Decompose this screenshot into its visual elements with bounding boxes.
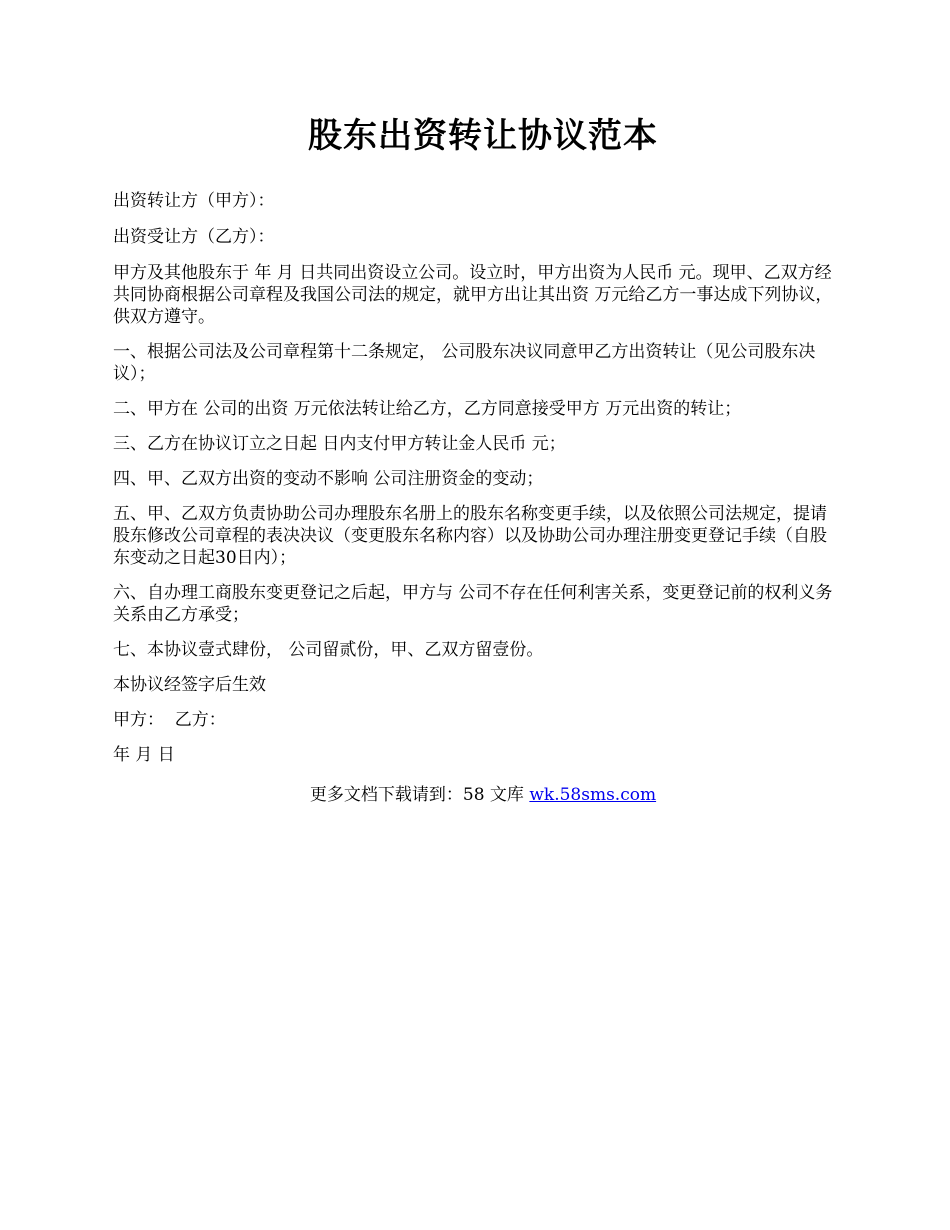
party-a-line: 出资转让方（甲方）：	[113, 191, 275, 211]
clause-1: 一、根据公司法及公司章程第十二条规定， 公司股东决议同意甲乙方出资转让（见公司股东决议）；	[113, 342, 816, 384]
clause-2: 二、甲方在 公司的出资 万元依法转让给乙方，乙方同意接受甲方 万元出资的转让；	[113, 399, 742, 419]
footer	[113, 784, 853, 806]
clause-6: 六、自办理工商股东变更登记之后起，甲方与 公司不存在任何利害关系，变更登记前的权利义务关系由乙方承受；	[113, 583, 833, 625]
effective-line: 本协议经签字后生效	[113, 675, 266, 695]
clause-7: 七、本协议壹式肆份， 公司留贰份，甲、乙双方留壹份。	[113, 640, 544, 660]
intro-paragraph: 甲方及其他股东于 年 月 日共同出资设立公司。设立时，甲方出资为人民币 元。现甲、乙双方经共同协商根据公司章程及我国公司法的规定，就甲方出让其出资 万元给乙方一事达成下列协议，供双方遵守。	[113, 263, 833, 327]
date-line: 年 月 日	[113, 745, 175, 765]
footer-link[interactable]: wk.58sms.com	[529, 785, 657, 805]
document-title: 股东出资转让协议范本	[308, 116, 658, 156]
footer-text: 更多文档下载请到：58 文库	[309, 785, 530, 805]
clause-5: 五、甲、乙双方负责协助公司办理股东名册上的股东名称变更手续，以及依照公司法规定，提请股东修改公司章程的表决决议（变更股东名称内容）以及协助公司办理注册变更登记手续（自股东变动之日起30日内）；	[113, 504, 827, 568]
clause-4: 四、甲、乙双方出资的变动不影响 公司注册资金的变动；	[113, 469, 544, 489]
signature-line: 甲方： 乙方：	[113, 710, 226, 730]
document-page	[113, 112, 853, 806]
clause-3: 三、乙方在协议订立之日起 日内支付甲方转让金人民币 元；	[113, 434, 566, 454]
party-b-line: 出资受让方（乙方）：	[113, 227, 275, 247]
